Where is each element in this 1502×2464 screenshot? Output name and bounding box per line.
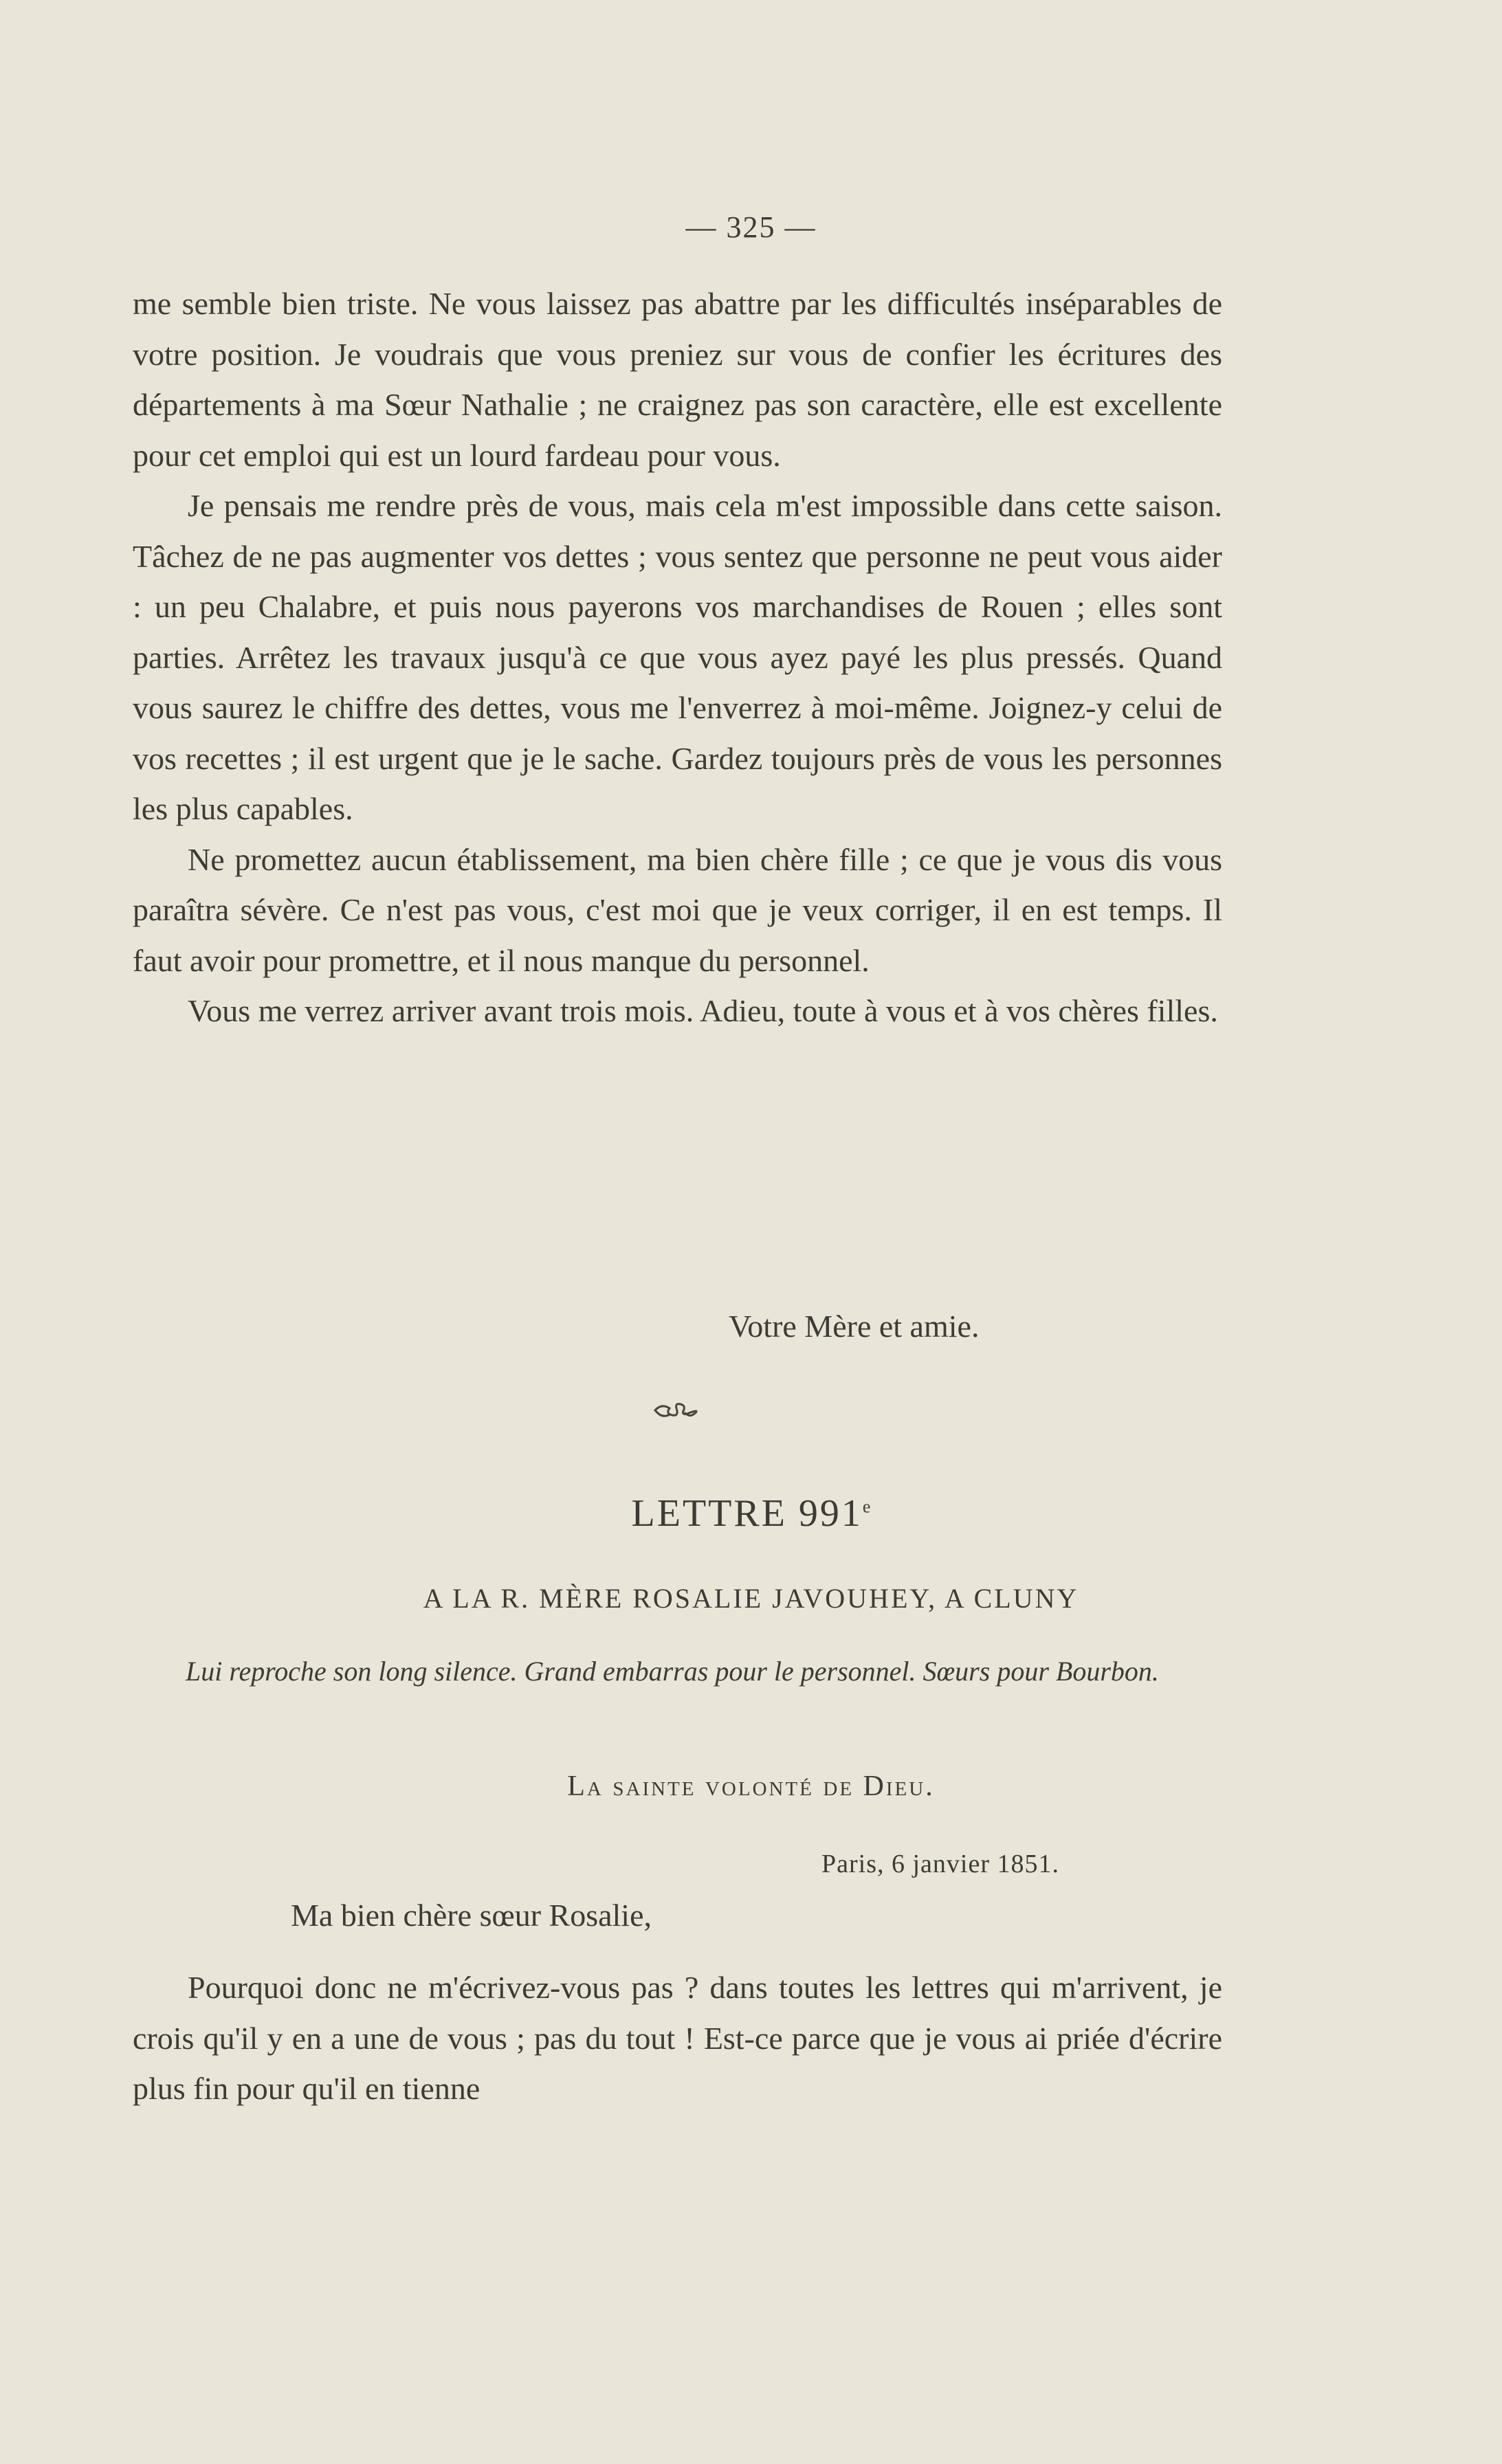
dateline: Paris, 6 janvier 1851.	[821, 1850, 1060, 1878]
paragraph: me semble bien triste. Ne vous laissez pas abattre par les difficultés inséparables de votre position. Je voudrais que vous preniez sur vous de confier les écritures des départements à ma Sœur Nathalie ; ne craignez pas son caractère, elle est excellente pour cet emploi qui est un lourd fardeau pour vous.	[133, 286, 1222, 473]
letter-title-text: LETTRE 991	[631, 1492, 863, 1535]
page-number: — 325 —	[685, 210, 817, 244]
addressee: A LA R. MÈRE ROSALIE JAVOUHEY, A CLUNY	[423, 1583, 1079, 1614]
paragraph: Ne promettez aucun établissement, ma bien chère fille ; ce que je vous dis vous paraîtra sévère. Ce n'est pas vous, c'est moi que je veux corriger, il en est temps. Il faut avoir pour promettre, et il nous manque du personnel.	[133, 841, 1222, 978]
letter-title	[0, 1491, 1502, 1535]
salutation: Ma bien chère sœur Rosalie,	[291, 1898, 652, 1933]
motto: La sainte volonté de Dieu.	[567, 1771, 935, 1802]
ornament-icon	[652, 1399, 700, 1423]
letter-summary: Lui reproche son long silence. Grand embarras pour le personnel. Sœurs pour Bourbon.	[186, 1656, 1159, 1687]
letter-body-continued	[133, 278, 1222, 1036]
paragraph: Je pensais me rendre près de vous, mais cela m'est impossible dans cette saison. Tâchez de ne pas augmenter vos dettes ; vous sentez que personne ne peut vous aider : un peu Chalabre, et puis nous payerons vos marchandises de Rouen ; elles sont parties. Arrêtez les travaux jusqu'à ce que vous ayez payé les plus pressés. Quand vous saurez le chiffre des dettes, vous me l'enverrez à moi-même. Joignez-y celui de vos recettes ; il est urgent que je le sache. Gardez toujours près de vous les personnes les plus capables.	[133, 488, 1222, 826]
paragraph: Pourquoi donc ne m'écrivez-vous pas ? dans toutes les lettres qui m'arrivent, je crois qu'il y en a une de vous ; pas du tout ! Est-ce parce que je vous ai priée d'écrire plus fin pour qu'il en tienne	[133, 1970, 1222, 2106]
paragraph: Vous me verrez arriver avant trois mois. Adieu, toute à vous et à vos chères filles.	[188, 993, 1218, 1028]
letter-title-suffix: e	[862, 1496, 871, 1517]
letter-body	[133, 1962, 1222, 2114]
signature: Votre Mère et amie.	[729, 1309, 980, 1344]
